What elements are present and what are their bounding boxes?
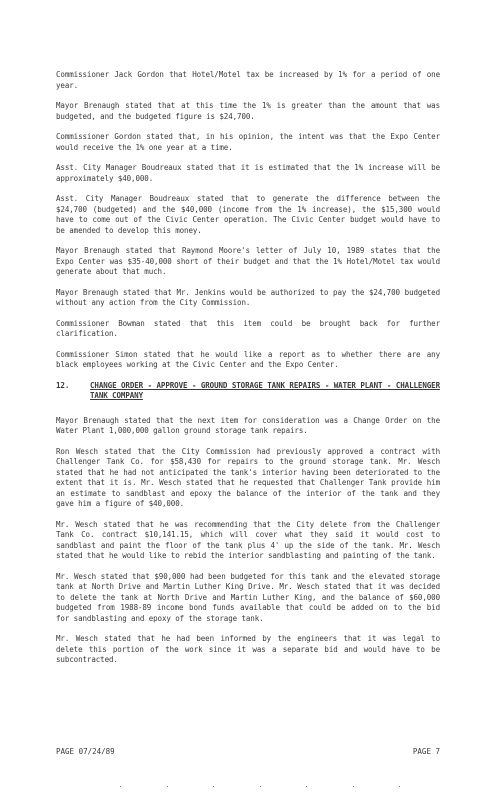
speck bbox=[213, 786, 214, 787]
paragraph: Commissioner Jack Gordon that Hotel/Motel tax be increased by 1% for a period of one year. bbox=[56, 70, 440, 90]
page-body bbox=[56, 70, 440, 676]
footer-date: PAGE 07/24/89 bbox=[56, 747, 115, 756]
paragraph: Commissioner Simon stated that he would like a report as to whether there are any black employees working at the Civic Center and the Expo Center. bbox=[56, 349, 440, 369]
section-number: 12. bbox=[56, 380, 70, 390]
speck bbox=[353, 786, 354, 787]
paragraph: Commissioner Bowman stated that this item could be brought back for further clarification. bbox=[56, 318, 440, 338]
paragraph: Mr. Wesch stated that he had been informed by the engineers that it was legal to delete this portion of the work since it was a separate bid and would have to be subcontracted. bbox=[56, 634, 440, 664]
paragraph: Mr. Wesch stated that he was recommending that the City delete from the Challenger Tank Co. contract $10,141.15, which will cover what they said it would cost to sandblast and paint the floor of the tank plus 4' up the side of the tank. Mr. Wesch stated that he would like to rebid the interior sandblasting and painting of the tank. bbox=[56, 519, 440, 560]
paragraph: Mayor Brenaugh stated that Mr. Jenkins would be authorized to pay the $24,700 budgeted without any action from the City Commission. bbox=[56, 287, 440, 307]
speck bbox=[260, 786, 261, 787]
paragraph: Mayor Brenaugh stated that Raymond Moore's letter of July 10, 1989 states that the Expo Center was $35-40,000 short of their budget and that the 1% Hotel/Motel tax would generate about that much. bbox=[56, 246, 440, 276]
paragraph: Mayor Brenaugh stated that the next item for consideration was a Change Order on the Water Plant 1,000,000 gallon ground storage tank repairs. bbox=[56, 415, 440, 435]
footer-page-number: PAGE 7 bbox=[412, 747, 440, 756]
page-footer bbox=[56, 747, 440, 756]
paragraph: Commissioner Gordon stated that, in his opinion, the intent was that the Expo Center would receive the 1% one year at a time. bbox=[56, 132, 440, 152]
paragraph: Mayor Brenaugh stated that at this time the 1% is greater than the amount that was budgeted, and the budgeted figure is $24,700. bbox=[56, 101, 440, 121]
section-heading bbox=[56, 381, 440, 402]
paragraph: Mr. Wesch stated that $90,000 had been budgeted for this tank and the elevated storage tank at North Drive and Martin Luther King Drive. Mr. Wesch stated that it was decided to delete the tank at North Drive and Martin Luther King, and the balance of $60,000 budgeted from 1988-89 income bond funds available that could be added on to the bid for sandblasting and epoxy of the storage tank. bbox=[56, 571, 440, 623]
speck bbox=[167, 786, 168, 787]
paragraph: Ron Wesch stated that the City Commission had previously approved a contract with Challenger Tank Co. for $58,430 for repairs to the ground storage tank. Mr. Wesch stated that he had not anticipated the tank's interior having been deteriorated to the extent that it is. Mr. Wesch stated that he requested that Challenger Tank provide him an estimate to sandblast and epoxy the balance of the interior of the tank and they gave him a figure of $40,000. bbox=[56, 446, 440, 508]
speck bbox=[120, 786, 121, 787]
scan-specks bbox=[120, 786, 400, 792]
section-title: CHANGE ORDER - APPROVE - GROUND STORAGE TANK REPAIRS - WATER PLANT - CHALLENGER TANK COMPANY bbox=[90, 380, 440, 400]
paragraph: Asst. City Manager Boudreaux stated that it is estimated that the 1% increase will be approximately $40,000. bbox=[56, 163, 440, 183]
paragraph: Asst. City Manager Boudreaux stated that to generate the difference between the $24,700 (budgeted) and the $40,000 (income from the 1% increase), the $15,300 would have to come out of the Civic Center operation. The Civic Center budget would have to be amended to develop this money. bbox=[56, 194, 440, 235]
speck bbox=[399, 786, 400, 787]
speck bbox=[306, 786, 307, 787]
